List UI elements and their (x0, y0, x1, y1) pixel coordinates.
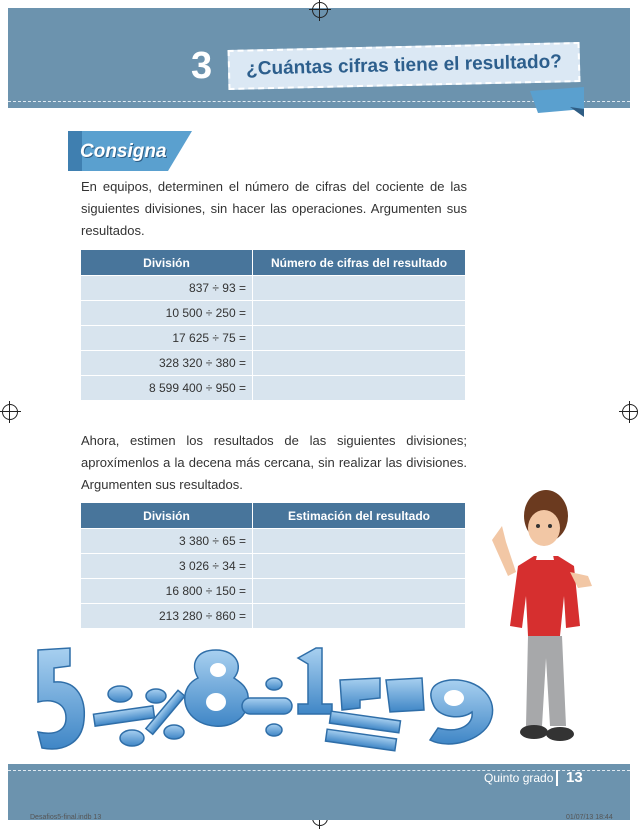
table-row (81, 554, 466, 579)
print-timestamp: 01/07/13 18:44 (566, 814, 613, 821)
footer-divider (556, 770, 558, 786)
answer-cell[interactable] (253, 376, 466, 401)
table-row (81, 276, 466, 301)
division-cell: 328 320 ÷ 380 = (81, 351, 253, 376)
page-number: 13 (566, 769, 583, 786)
instruction-paragraph-2: Ahora, estimen los resultados de las siguientes divisiones; aproxímenlos a la decena más cercana, sin realizar las divisiones. Argumenten sus resultados. (81, 433, 467, 492)
answer-cell[interactable] (253, 301, 466, 326)
division-cell: 17 625 ÷ 75 = (81, 326, 253, 351)
answer-cell[interactable] (253, 529, 466, 554)
lesson-number: 3 (191, 45, 213, 87)
division-cell: 837 ÷ 93 = (81, 276, 253, 301)
table-row (81, 326, 466, 351)
division-cell: 10 500 ÷ 250 = (81, 301, 253, 326)
division-cell: 16 800 ÷ 150 = (81, 579, 253, 604)
answer-cell[interactable] (253, 351, 466, 376)
divisions-table-1 (80, 249, 466, 401)
answer-cell[interactable] (253, 579, 466, 604)
table-row (81, 604, 466, 629)
ribbon-decoration (530, 87, 584, 117)
table-header: División (81, 250, 253, 276)
answer-cell[interactable] (253, 554, 466, 579)
table-row (81, 301, 466, 326)
footer-grade: Quinto grado (484, 771, 554, 785)
table-header: Estimación del resultado (253, 503, 466, 529)
answer-cell[interactable] (253, 326, 466, 351)
division-cell: 3 026 ÷ 34 = (81, 554, 253, 579)
registration-mark-icon (622, 404, 638, 420)
table-row (81, 529, 466, 554)
lesson-title: ¿Cuántas cifras tiene el resultado? (245, 51, 563, 80)
consigna-label: Consigna (80, 141, 167, 162)
table-row (81, 376, 466, 401)
answer-cell[interactable] (253, 604, 466, 629)
table-row (81, 351, 466, 376)
divisions-table-2 (80, 502, 466, 629)
table-header: Número de cifras del resultado (253, 250, 466, 276)
lesson-title-box (228, 42, 581, 90)
numbers-illustration (30, 640, 500, 760)
answer-cell[interactable] (253, 276, 466, 301)
division-cell: 8 599 400 ÷ 950 = (81, 376, 253, 401)
boy-illustration (482, 486, 612, 750)
print-slug: Desafios5-final.indb 13 (30, 814, 102, 821)
instruction-paragraph: En equipos, determinen el número de cifras del cociente de las siguientes divisiones, sin hacer las operaciones. Argumenten sus resultados. (81, 179, 467, 238)
registration-mark-icon (2, 404, 18, 420)
division-cell: 3 380 ÷ 65 = (81, 529, 253, 554)
division-cell: 213 280 ÷ 860 = (81, 604, 253, 629)
table-header: División (81, 503, 253, 529)
table-row (81, 579, 466, 604)
registration-mark-icon (312, 2, 328, 18)
